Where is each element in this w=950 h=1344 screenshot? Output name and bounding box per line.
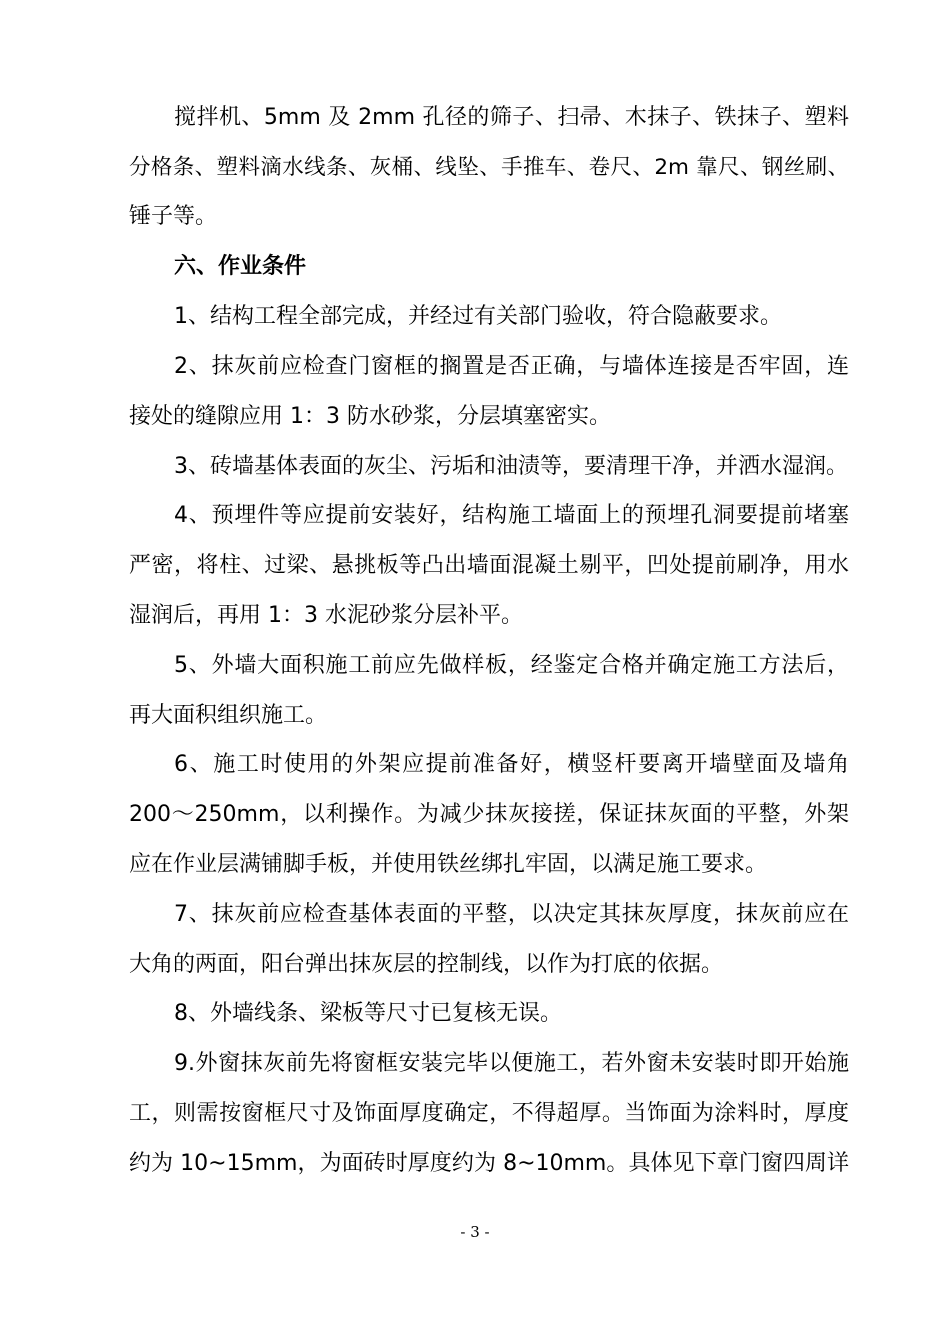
item-6-line-3: 应在作业层满铺脚手板，并使用铁丝绑扎牢固，以满足施工要求。 <box>129 852 768 877</box>
item-5-line-1: 5、外墙大面积施工前应先做样板，经鉴定合格并确定施工方法后， <box>174 653 849 678</box>
paragraph-tools-line-1: 搅拌机、5mm 及 2mm 孔径的筛子、扫帚、木抹子、铁抹子、塑料 <box>174 105 849 130</box>
item-7-line-2: 大角的两面，阳台弹出抹灰层的控制线，以作为打底的依据。 <box>129 952 724 977</box>
item-2-line-1: 2、抹灰前应检查门窗框的搁置是否正确，与墙体连接是否牢固，连 <box>174 354 849 379</box>
item-7-line-1: 7、抹灰前应检查基体表面的平整，以决定其抹灰厚度，抹灰前应在 <box>174 902 849 927</box>
page-number: - 3 - <box>460 1223 490 1241</box>
item-8-line-1: 8、外墙线条、梁板等尺寸已复核无误。 <box>174 1001 562 1026</box>
item-9-line-2: 工，则需按窗框尺寸及饰面厚度确定，不得超厚。当饰面为涂料时，厚度 <box>129 1101 849 1126</box>
paragraph-tools-line-3: 锤子等。 <box>129 204 218 229</box>
item-5-line-2: 再大面积组织施工。 <box>129 703 328 728</box>
item-9-line-1: 9.外窗抹灰前先将窗框安装完毕以便施工，若外窗未安装时即开始施 <box>174 1051 849 1076</box>
item-6-line-2: 200～250mm，以利操作。为减少抹灰接搓，保证抹灰面的平整，外架 <box>129 802 849 827</box>
item-4-line-1: 4、预埋件等应提前安装好，结构施工墙面上的预埋孔洞要提前堵塞 <box>174 503 849 528</box>
paragraph-tools-line-2: 分格条、塑料滴水线条、灰桶、线坠、手推车、卷尺、2m 靠尺、钢丝刷、 <box>129 155 849 180</box>
item-1-line-1: 1、结构工程全部完成，并经过有关部门验收，符合隐蔽要求。 <box>174 304 782 329</box>
section-heading: 六、作业条件 <box>174 254 307 279</box>
item-3-line-1: 3、砖墙基体表面的灰尘、污垢和油渍等，要清理干净，并洒水湿润。 <box>174 454 848 479</box>
item-9-line-3: 约为 10~15mm，为面砖时厚度约为 8~10mm。具体见下章门窗四周详 <box>129 1151 849 1176</box>
item-2-line-2: 接处的缝隙应用 1：3 防水砂浆，分层填塞密实。 <box>129 404 611 429</box>
item-4-line-3: 湿润后，再用 1：3 水泥砂浆分层补平。 <box>129 603 523 628</box>
item-4-line-2: 严密，将柱、过梁、悬挑板等凸出墙面混凝土剔平，凹处提前刷净，用水 <box>129 553 849 578</box>
item-6-line-1: 6、施工时使用的外架应提前准备好，横竖杆要离开墙壁面及墙角 <box>174 752 849 777</box>
